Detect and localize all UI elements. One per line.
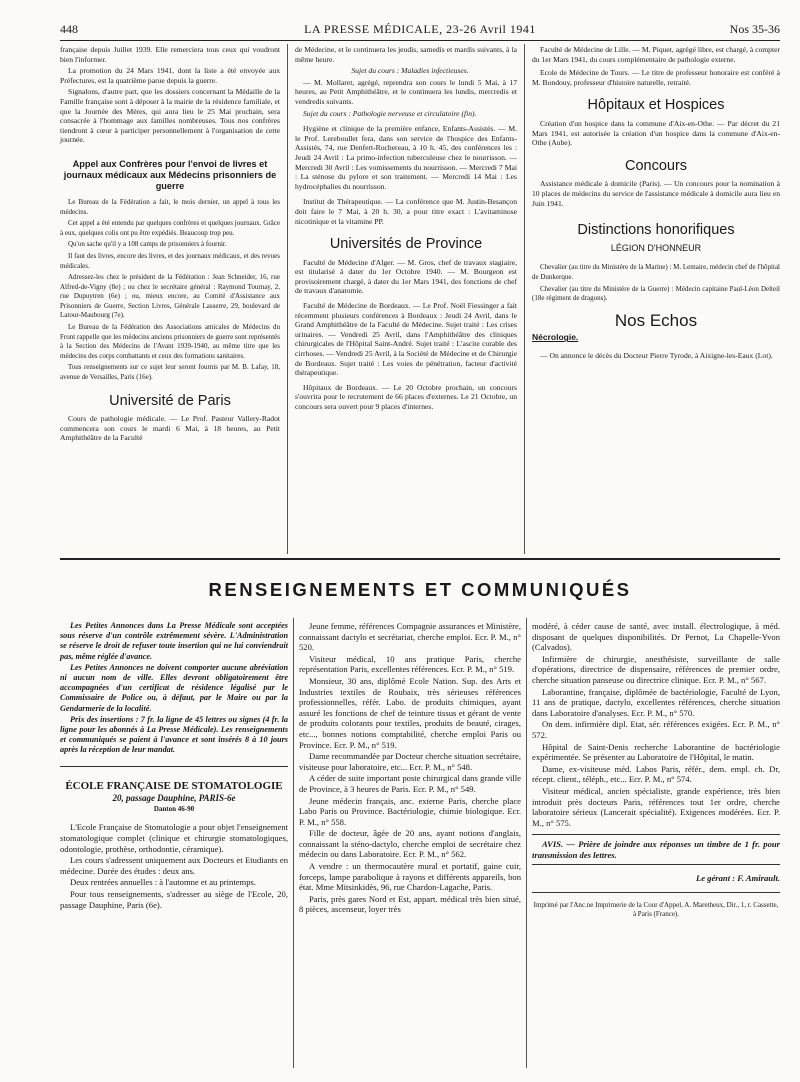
classified-ad: A vendre : un thermocautère mural et portatif, gaine cuir, forceps, lampe parabolique à rayons et différents appareils, bon état. Mme Mitsinkidès, 96, rue Chardon-Lagache, Paris. [299,861,521,893]
appel-paragraph: Il faut des livres, encore des livres, et des journaux médicaux, et des revues médicales. [60,251,280,270]
legion-honneur-label: LÉGION D'HONNEUR [610,242,702,253]
journal-title: LA PRESSE MÉDICALE, 23-26 Avril 1941 [304,22,536,36]
ecole-paragraph: L'Ecole Française de Stomatologie a pour objet l'enseignement stomatologique complet (clinique et chirurgie stomatologiques, odontologie, prothèse, orthodontie, céramique). [60,822,288,854]
classified-ad: modéré, à céder cause de santé, avec install. électrologique, à méd. disposant de quelques disponibilités. Dr Pernot, La Chapelle-Yvon (Calvados). [532,621,780,653]
section-heading-univ-province: Universités de Province [329,236,483,253]
appel-heading: Appel aux Confrères pour l'envoi de livres et journaux médicaux aux Médecins prisonniers de guerre [63,158,277,191]
hopitaux-bordeaux-text: Hôpitaux de Bordeaux. — Le 20 Octobre prochain, un concours s'ouvrira pour le recrutement de 66 places d'externes. Le 21 Octobre, un concours sera ouvert pour 9 places d'internes. [295,382,517,411]
classified-ad: Dame, ex-visiteuse méd. Labos Paris, référ., dem. empl. ch. Dr, récept. client., téléph., etc... Ecr. P. M., n° 574. [532,763,780,785]
classified-ad: A céder de suite important poste chirurgical dans grande ville de Province, à 3 heures de Paris. Ecr. P. M., n° 549. [299,773,521,794]
column-divider [526,618,527,1068]
bottom-column-1 [60,621,288,911]
ecole-paragraph: Deux rentrées annuelles : à l'automne et au printemps. [70,877,257,888]
column-3 [532,45,780,362]
necrologie-label: Nécrologie. [532,332,579,343]
column-2 [295,45,517,414]
avis-notice: AVIS. — Prière de joindre aux réponses un timbre de 1 fr. pour transmission des lettres. [532,839,780,860]
chevalier-text: Chevalier (au titre du Ministère de la Marine) : M. Lemaire, médecin chef de l'hôpital de Dunkerque. [532,263,780,281]
chevalier-text: Chevalier (au titre du Ministère de la Guerre) : Médecin capitaine Paul-Léon Delteil (18e régiment de dragons). [532,284,780,303]
gerant-line: Le gérant : F. Amirault. [695,873,780,884]
column-divider [293,618,294,1068]
intro-paragraph: Signalons, d'autre part, que les dossiers concernant la Médaille de la Famille française sont à déposer à la mairie de la résidence familiale, et que la Journée des Mères, qui aura lieu le 25 Mai prochain, sera consacrée à l'hommage aux familles nombreuses. Tous nos confrères tiendront à cœur à participer personnellement à l'organisation de cette journée. [60,87,280,145]
hospice-text: Création d'un hospice dans la commune d'Aix-en-Othe. — Par décret du 21 Mars 1941, est autorisée la création d'un hospice dans la commune d'Aix-en-Othe (Aube). [532,118,780,148]
bottom-column-2 [299,621,521,916]
section-heading-echos: Nos Echos [614,310,698,330]
section-heading-distinctions: Distinctions honorifiques [577,222,735,239]
classified-ad: Visiteur médical, ancien spécialiste, grande expérience, très bien introduit près docteurs Paris, références tout 1er ordre, cherche laboratoire sérieux (Lancerait spécialité). Exigences modérées. Ecr. P. M., n° 575. [532,785,780,828]
appel-paragraph: Adressez-les chez le président de la Fédération : Jean Schneider, 16, rue Alfred-de-Vigny (8e) ; ou chez le secrétaire général : Raymond Tournay, 2, rue Dupuytren (6e) ; ou, mieux encore, au Comité d'Assistance aux Prisonniers de Guerre, Section Livres, Générale Lasserre, 29, boulevard de Latour-Maubourg (7e). [60,273,280,320]
classified-ad: On dem. infirmière dipl. Etat, sér. références exigées. Ecr. P. M., n° 572. [532,719,780,740]
ecole-title: ÉCOLE FRANÇAISE DE STOMATOLOGIE [65,779,283,792]
hygiene-text: Hygiène et clinique de la première enfance, Enfants-Assistés. — M. le Prof. Lereboullet fera, dans son service de l'hospice des Enfants-Assistés, 74, rue Denfert-Rochereau, à 10 h. 45, des conférences les : Jeudi 24 Avril : La primo-infection tuberculeuse chez le nourrisson. — Mercredi 30 Avril : Les vomissements du nourrisson. — Mercredi 7 Mai : La sténose du pylore et son traitement. — Mercredi 14 Mai : Les hydrocéphalies du nourrisson. [295,124,517,191]
section-heading-concours: Concours [624,157,688,174]
ecole-address: 20, passage Dauphine, PARIS-6e [112,793,236,804]
intro-paragraph: française depuis Juillet 1939. Elle remerciera tous ceux qui voudront bien l'informer. [60,45,280,64]
renseignements-title: RENSEIGNEMENTS ET COMMUNIQUÉS [208,579,632,600]
classified-ad: Visiteur médical, 10 ans pratique Paris, cherche représentation Paris, excellentes références. Ecr. P. M., n° 519. [299,653,521,675]
course-text: de Médecine, et le continuera les jeudis, samedis et mardis suivants, à la même heure. [295,45,517,64]
imprimeur-line: Imprimé par l'Anc.ne Imprimerie de la Cour d'Appel, A. Maretheux, Dir., 1, r. Cassette, à Paris (France). [533,901,779,919]
course-subject: Sujet du cours : Maladies infectieuses. [351,66,469,76]
ecole-paragraph: Les cours s'adressent uniquement aux Docteurs et Etudiants en médecine. Durée des études : deux ans. [60,855,288,876]
notice-paragraph: Les Petites Annonces ne doivent comporter aucune abréviation ni aucun nom de ville. Elles devront obligatoirement être accompagnées d'un certificat de résidence légalisé par le Commissaire de Police ou, à défaut, par le Maire ou par la Gendarmerie de la localité. [60,662,288,713]
tours-text: Ecole de Médecine de Tours. — Le titre de professeur honoraire est conféré à M. Bondouy, professeur d'histoire naturelle, retraité. [532,68,780,87]
ecole-telephone: Danton 46-90 [153,804,195,813]
appel-paragraph: Cet appel a été entendu par quelques confrères et quelques journaux. Grâce à eux, quelques colis ont pu être expédiés. Beaucoup trop peu. [60,219,280,237]
deces-text: — On annonce le décès du Docteur Pierre Tyrode, à Aixigne-les-Eaux (Lot). [540,350,773,360]
appel-paragraph: Le Bureau de la Fédération des Associations amicales de Médecins du Front rappelle que les médecins anciens prisonniers de guerre sont représentés à la Section des Médecins de l'Avant 1939-1940, au même titre que les médecins des corps combattants et ceux des formations sanitaires. [60,323,280,360]
classified-ad: Jeune femme, références Compagnie assurances et Ministère, connaissant dactylo et secrétariat, cherche emploi. Ecr. P. M., n° 520. [299,621,521,653]
section-heading-univ-paris: Université de Paris [109,392,231,409]
course-text: — M. Mollaret, agrégé, reprendra son cours le lundi 5 Mai, à 17 heures, au Petit Amphithéâtre, et le continuera les lundis, mercredis et vendredis suivants. [295,77,517,106]
column-divider [287,44,288,554]
header-rule [60,40,780,41]
column-1 [60,45,280,445]
therapeutique-text: Institut de Thérapeutique. — La conférence que M. Justin-Besançon doit faire le 7 Mai, à 20 h. 30, a pour titre exact : L'avitaminose nicotinique et la vitamine PP. [295,197,517,226]
classified-ad: Infirmière de chirurgie, anesthésiste, surveillante de salle d'opérations, directrice de dispensaire, références de premier ordre, cherche situation panseuse ou directrice clinique. Ecr. P. M., n° 567. [532,653,780,685]
section-rule [60,558,780,560]
classified-ad: Paris, près gares Nord et Est, appart. médical très bien situé, 8 pièces, ascenseur, loyer très [299,893,521,915]
classified-ad: Hôpital de Saint-Denis recherche Laborantine de bactériologie expérimentée. Se présenter au Laboratoire de l'Hôpital, le matin. [532,741,780,763]
course-subject: Sujet du cours : Pathologie nerveuse et circulatoire (fin). [303,108,477,118]
intro-paragraph: La promotion du 24 Mars 1941, dont la liste a été envoyée aux Préfectures, est la quatrième parue depuis la guerre. [60,66,280,85]
alger-text: Faculté de Médecine d'Alger. — M. Gros, chef de travaux stagiaire, est titularisé à dater du 1er Octobre 1940. — M. Bourgeon est provisoirement chargé, à dater du 1er Mars 1941, des fonctions de chef de travaux d'anatomie. [295,257,517,296]
classified-ad: Fille de docteur, âgée de 20 ans, ayant notions d'anglais, connaissant la sténo-dactylo, cherche emploi de secrétaire chez médecin ou dans Laboratoire. Ecr. P. M., n° 562. [299,828,521,860]
notice-paragraph: Prix des insertions : 7 fr. la ligne de 45 lettres ou signes (4 fr. la ligne pour les abonnés à La Presse Médicale). Les renseignements et communiqués se paient à l'avance et sont insérés 8 à 10 jours après la réception de leur mandat. [60,714,288,755]
univ-paris-text: Cours de pathologie médicale. — Le Prof. Pasteur Vallery-Radot commencera son cours le mardi 6 Mai, à 18 heures, au Petit Amphithéâtre de la Faculté [60,414,280,443]
ecole-paragraph: Pour tous renseignements, s'adresser au siège de l'Ecole, 20, passage Dauphine, Paris (6e). [60,888,288,910]
page-header [60,22,780,40]
notice-paragraph: Les Petites Annonces dans La Presse Médicale sont acceptées sous réserve d'un contrôle extrêmement sévère. L'Administration se réserve le droit de refuser toute insertion qui ne lui conviendrait pas, même réglée d'avance. [60,621,288,661]
issue-number: Nos 35-36 [729,22,780,36]
bottom-column-3 [532,621,780,920]
appel-paragraph: Le Bureau de la Fédération a fait, le mois dernier, un appel à tous les médecins. [60,197,280,216]
classified-ad: Jeune médecin français, anc. externe Paris, cherche place Labo Paris ou Province. Bactériologie, chimie biologique. Ecr. P. M., n° 558. [299,795,521,827]
page-number: 448 [60,22,78,36]
bordeaux-text: Faculté de Médecine de Bordeaux. — Le Prof. Noël Fiessinger a fait récemment plusieurs conférences à Bordeaux : Jeudi 24 Avril, dans le Grand Amphithéâtre de la Faculté de Médecine. Sujet traité : Les crises urinaires. — Vendredi 25 Avril, dans l'Amphithéâtre des cliniques chirurgicales de l'Hôpital Saint-André. Sujet traité : L'ascite curable des cirrhoses. — Vendredi 25 Avril, à la Société de Médecine et de Chirurgie de Bordeaux. Sujet traité : Les voies de pénétration, facteur d'activité thérapeutique. [295,301,517,378]
classified-ad: Laborantine, française, diplômée de bactériologie, Faculté de Lyon, 11 ans de pratique, dactylo, excellentes références, cherche situation dans Laboratoire d'analyses. Ecr. P. M., n° 570. [532,686,780,718]
classified-ad: Monsieur, 30 ans, diplômé Ecole Nation. Sup. des Arts et Industries textiles de Roubaix, très sérieuses références professionnelles, référ. Labo. de produits chimiques, ayant assuré les fonctions de chef de teinture tissus et gérant de vente de produits colorants pour textiles, produits de beauté, cirages, etc..., bonnes notions comptabilité, cherche emploi Paris ou Province. Ecr. P. M., n° 519. [299,675,521,750]
assistance-text: Assistance médicale à domicile (Paris). — Un concours pour la nomination à 10 places de médecins du service de l'assistance médicale à domicile aura lieu en Juin 1941. [532,179,780,208]
column-divider [524,44,525,554]
appel-paragraph: Tous renseignements sur ce sujet leur seront fournis par M. B. Lafay, 18, avenue de Versailles, Paris (16e). [60,363,280,382]
classified-ad: Dame recommandée par Docteur cherche situation secrétaire, visiteuse pour laboratoire, etc... Ecr. P. M., n° 548. [299,751,521,772]
appel-paragraph: Qu'on sache qu'il y a 108 camps de prisonniers à fournir. [68,240,227,249]
section-heading-hopitaux: Hôpitaux et Hospices [587,97,725,114]
lille-text: Faculté de Médecine de Lille. — M. Piquet, agrégé libre, est chargé, à compter du 1er Mars 1941, du cours complémentaire de pathologie externe. [532,45,780,64]
